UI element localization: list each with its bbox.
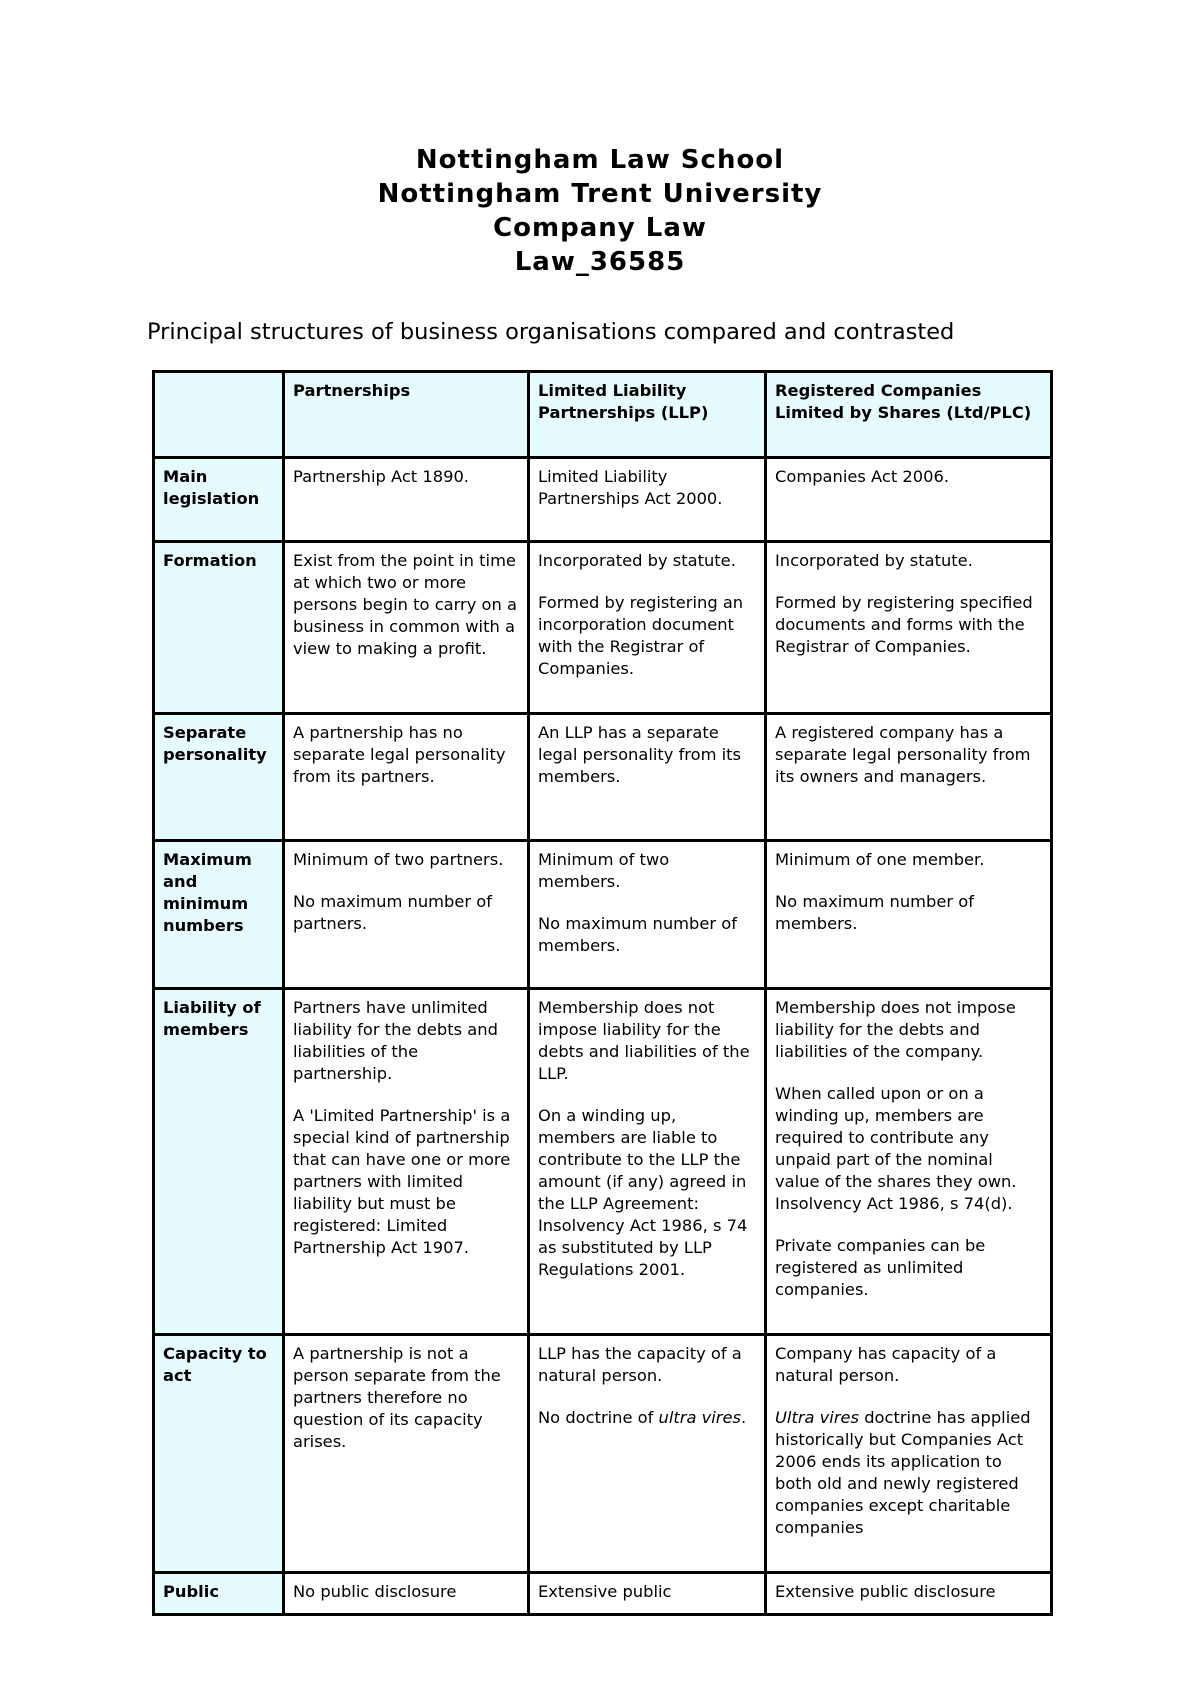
cell-companies bbox=[766, 458, 1052, 542]
cell-text: Minimum of one member. bbox=[775, 850, 985, 869]
cell-companies bbox=[766, 542, 1052, 714]
italic-term: ultra vires bbox=[658, 1408, 741, 1427]
school-name: Nottingham Law School bbox=[415, 145, 785, 175]
document-code: Law_36585 bbox=[514, 247, 686, 277]
header-cell-blank bbox=[154, 372, 284, 458]
cell-llp bbox=[529, 841, 766, 989]
cell-text: On a winding up, members are liable to contribute to the LLP the amount (if any) agreed in the LLP Agreement: Insolvency Act 1986, s 74 as substituted by LLP Regulations 2001. bbox=[538, 1106, 748, 1279]
table-row bbox=[154, 841, 1052, 989]
cell-text: Exist from the point in time at which two or more persons begin to carry on a business in common with a view to making a profit. bbox=[293, 551, 517, 658]
table-row bbox=[154, 1573, 1052, 1615]
header-cell-companies: Registered Companies Limited by Shares (Ltd/PLC) bbox=[766, 372, 1052, 458]
row-label-capacity: Capacity to act bbox=[154, 1335, 284, 1573]
cell-text: A partnership has no separate legal personality from its partners. bbox=[293, 723, 506, 786]
cell-partnerships bbox=[284, 458, 529, 542]
row-label-public: Public bbox=[154, 1573, 284, 1615]
cell-companies bbox=[766, 841, 1052, 989]
row-label-numbers: Maximum and minimum numbers bbox=[154, 841, 284, 989]
cell-text: Partners have unlimited liability for the debts and liabilities of the partnership. bbox=[293, 998, 498, 1083]
cell-text: Limited Liability Partnerships Act 2000. bbox=[538, 467, 723, 508]
row-label-separate-personality: Separate personality bbox=[154, 714, 284, 841]
cell-partnerships bbox=[284, 714, 529, 841]
cell-llp bbox=[529, 714, 766, 841]
table-row bbox=[154, 458, 1052, 542]
cell-partnerships bbox=[284, 989, 529, 1335]
table-header-row bbox=[154, 372, 1052, 458]
cell-text: A 'Limited Partnership' is a special kind of partnership that can have one or more partners with limited liability but must be registered: Limited Partnership Act 1907. bbox=[293, 1106, 511, 1257]
cell-companies bbox=[766, 1573, 1052, 1615]
cell-llp bbox=[529, 1573, 766, 1615]
cell-text: Minimum of two partners. bbox=[293, 850, 504, 869]
cell-text: When called upon or on a winding up, members are required to contribute any unpaid part of the nominal value of the shares they own. Insolvency Act 1986, s 74(d). bbox=[775, 1084, 1017, 1213]
table-row bbox=[154, 542, 1052, 714]
cell-text: Extensive public bbox=[538, 1582, 672, 1601]
cell-text: No maximum number of partners. bbox=[293, 892, 492, 933]
text-run: doctrine has applied historically but Companies Act 2006 ends its application to both old and newly registered companies except charitable companies bbox=[775, 1408, 1031, 1537]
table-row bbox=[154, 714, 1052, 841]
cell-llp bbox=[529, 542, 766, 714]
cell-llp bbox=[529, 458, 766, 542]
table-row bbox=[154, 989, 1052, 1335]
cell-text: Formed by registering an incorporation document with the Registrar of Companies. bbox=[538, 593, 744, 678]
cell-text: Membership does not impose liability for the debts and liabilities of the company. bbox=[775, 998, 1016, 1061]
cell-text: Membership does not impose liability for the debts and liabilities of the LLP. bbox=[538, 998, 750, 1083]
header-cell-partnerships: Partnerships bbox=[284, 372, 529, 458]
cell-companies bbox=[766, 1335, 1052, 1573]
cell-text: LLP has the capacity of a natural person. bbox=[538, 1344, 742, 1385]
cell-text: Company has capacity of a natural person. bbox=[775, 1344, 997, 1385]
cell-partnerships bbox=[284, 841, 529, 989]
cell-text: Formed by registering specified documents and forms with the Registrar of Companies. bbox=[775, 593, 1033, 656]
cell-llp bbox=[529, 989, 766, 1335]
cell-text: An LLP has a separate legal personality from its members. bbox=[538, 723, 742, 786]
cell-text: No maximum number of members. bbox=[538, 914, 737, 955]
cell-text: Incorporated by statute. bbox=[538, 551, 736, 570]
comparison-table bbox=[152, 370, 1053, 1616]
italic-term: Ultra vires bbox=[775, 1408, 860, 1427]
cell-llp bbox=[529, 1335, 766, 1573]
cell-text: A registered company has a separate legal personality from its owners and managers. bbox=[775, 723, 1031, 786]
cell-text: Private companies can be registered as unlimited companies. bbox=[775, 1236, 986, 1299]
cell-text bbox=[538, 1407, 756, 1429]
cell-text bbox=[775, 1407, 1042, 1539]
cell-text: A partnership is not a person separate from the partners therefore no question of its capacity arises. bbox=[293, 1344, 501, 1451]
module-name: Company Law bbox=[493, 213, 707, 243]
table-row bbox=[154, 1335, 1052, 1573]
text-run: No doctrine of bbox=[538, 1408, 659, 1427]
document-subtitle: Principal structures of business organisations compared and contrasted bbox=[147, 319, 955, 345]
cell-text: Partnership Act 1890. bbox=[293, 467, 469, 486]
row-label-main-legislation: Main legislation bbox=[154, 458, 284, 542]
text-run: . bbox=[740, 1408, 747, 1427]
row-label-formation: Formation bbox=[154, 542, 284, 714]
cell-companies bbox=[766, 989, 1052, 1335]
cell-companies bbox=[766, 714, 1052, 841]
cell-text: No public disclosure bbox=[293, 1582, 457, 1601]
cell-partnerships bbox=[284, 542, 529, 714]
cell-text: Incorporated by statute. bbox=[775, 551, 973, 570]
cell-text: Minimum of two members. bbox=[538, 850, 670, 891]
cell-text: Extensive public disclosure bbox=[775, 1582, 996, 1601]
row-label-liability: Liability of members bbox=[154, 989, 284, 1335]
university-name: Nottingham Trent University bbox=[377, 179, 823, 209]
header-cell-llp: Limited Liability Partnerships (LLP) bbox=[529, 372, 766, 458]
cell-text: No maximum number of members. bbox=[775, 892, 974, 933]
cell-text: Companies Act 2006. bbox=[775, 467, 949, 486]
cell-partnerships bbox=[284, 1335, 529, 1573]
cell-partnerships bbox=[284, 1573, 529, 1615]
document-header bbox=[0, 143, 1200, 279]
